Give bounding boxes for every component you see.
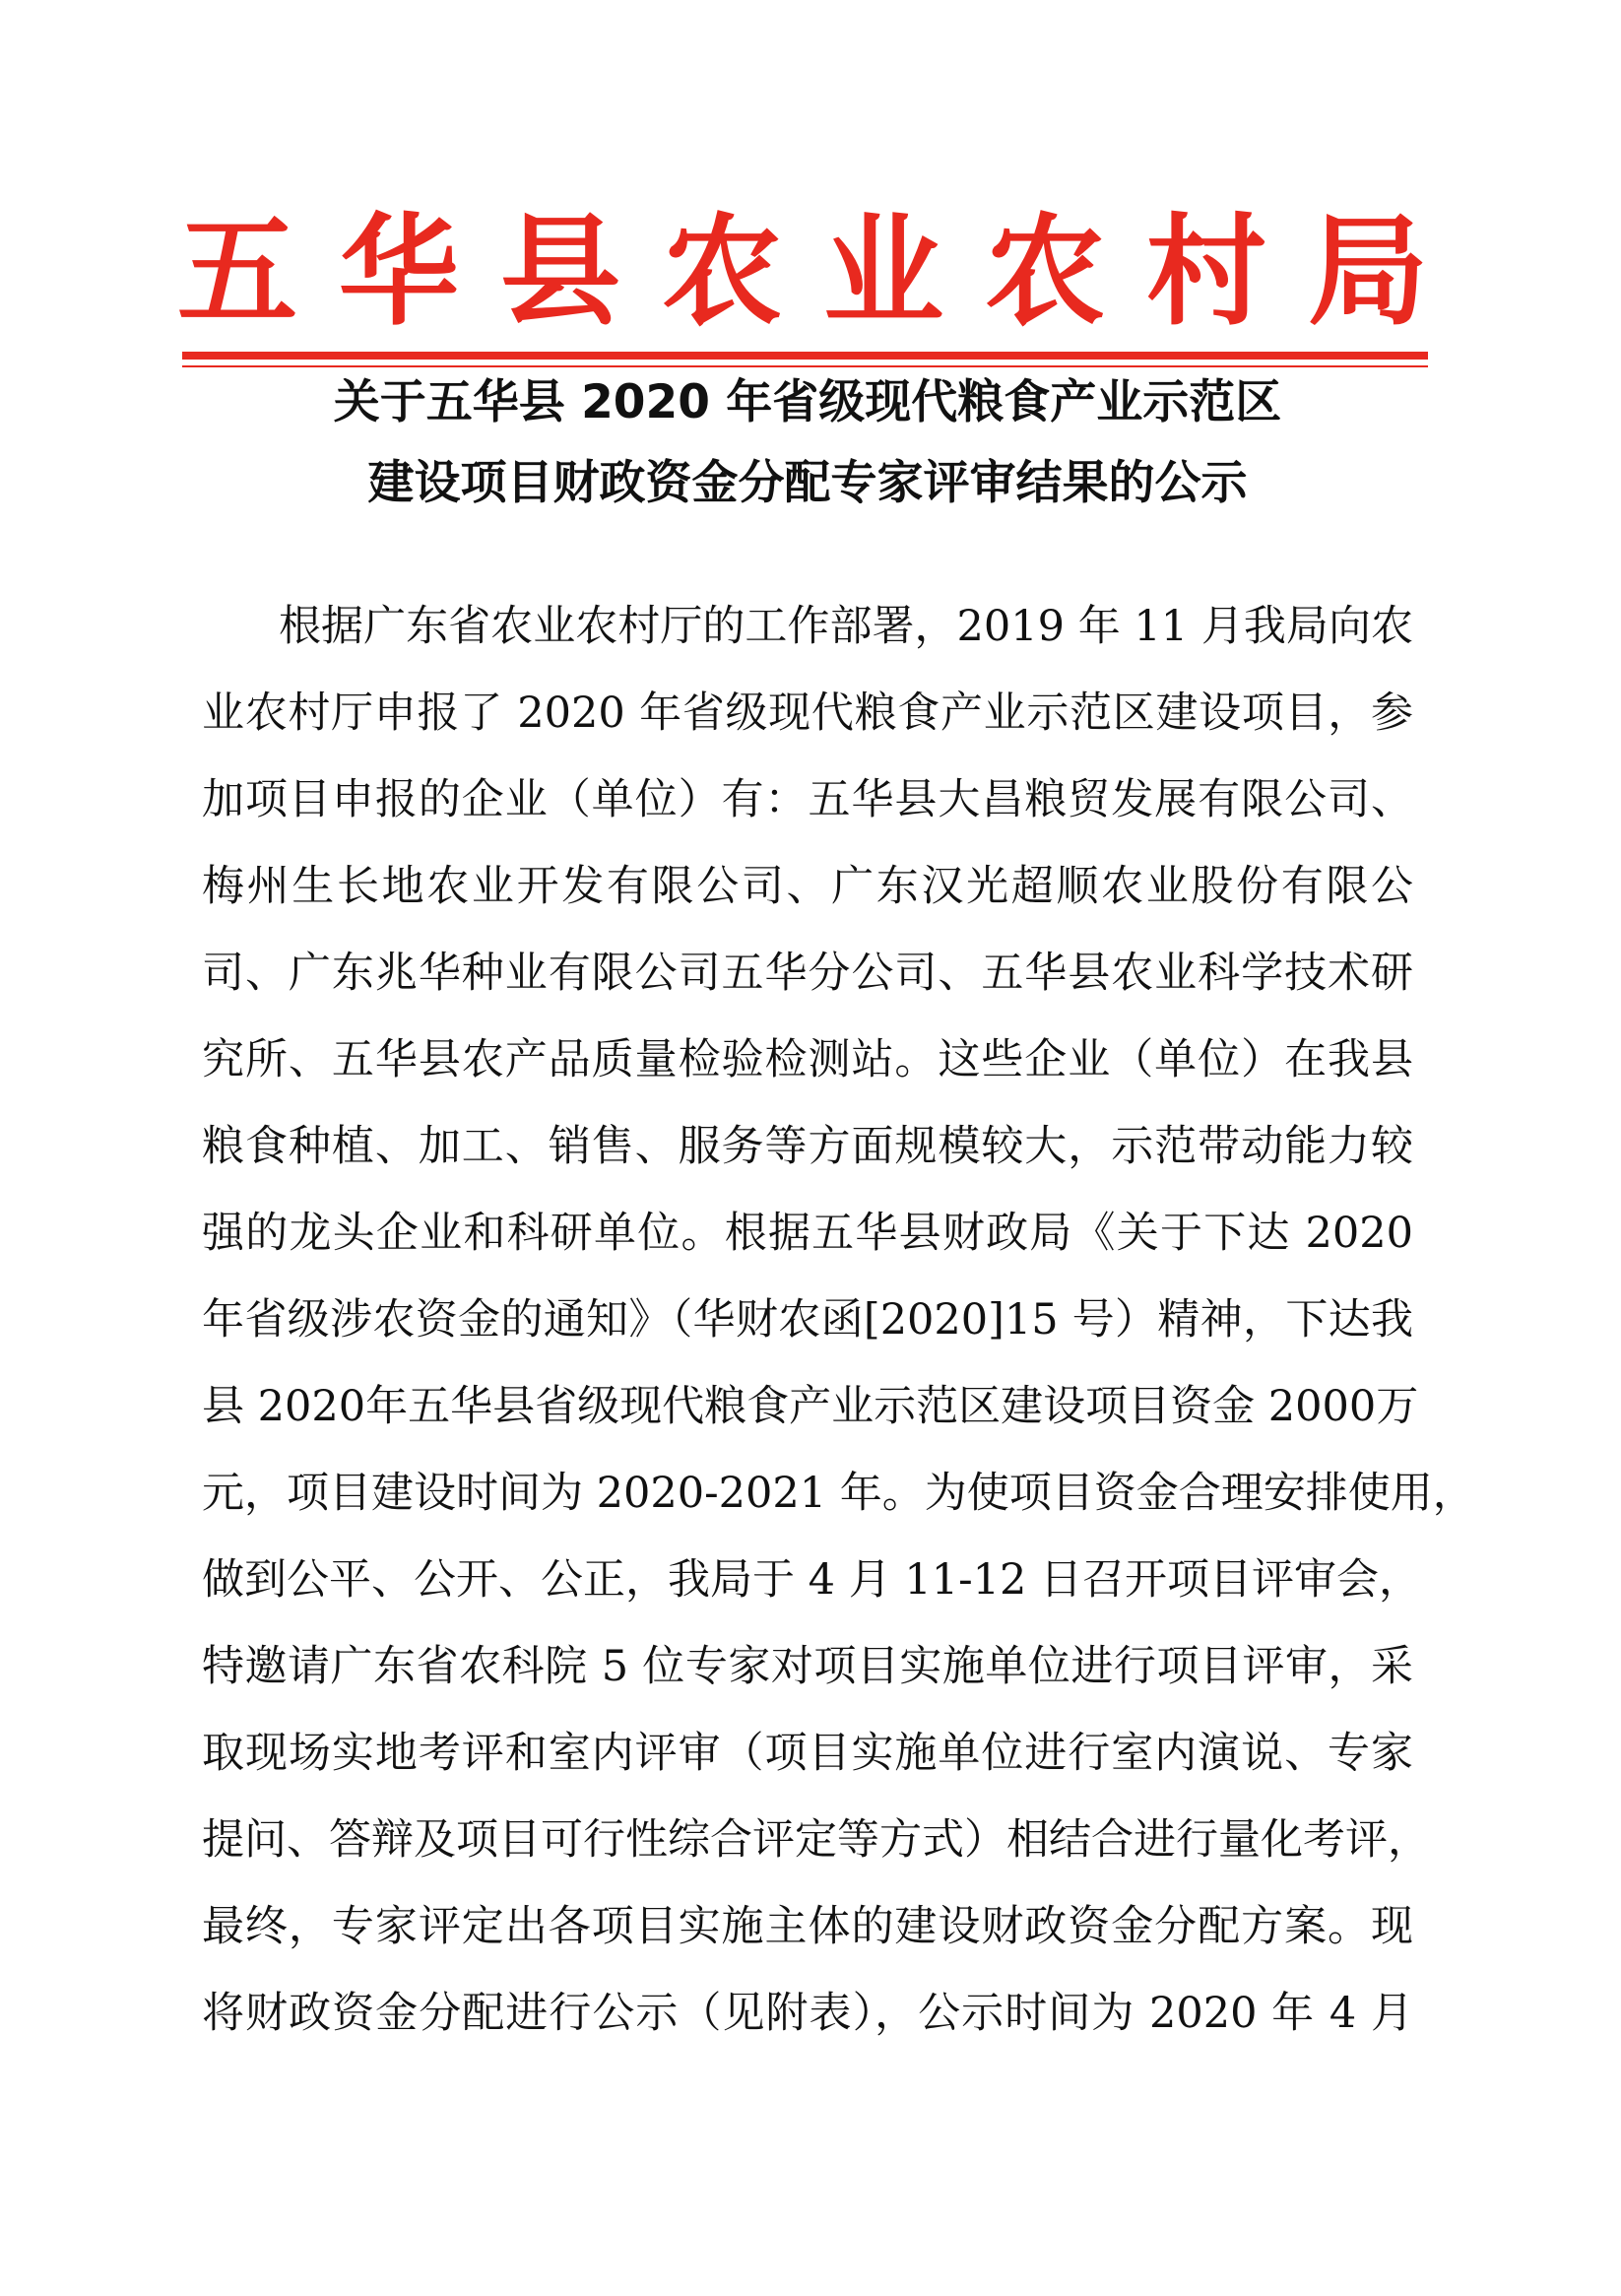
body-line: 加项目申报的企业（单位）有：五华县大昌粮贸发展有限公司、 [202,775,1413,824]
body-line: 县 2020年五华县省级现代粮食产业示范区建设项目资金 2000万 [202,1382,1419,1431]
org-letterhead: 五华县农业农村局 [177,200,1469,342]
letterhead-rule-thin [182,365,1428,367]
body-line: 业农村厅申报了 2020 年省级现代粮食产业示范区建设项目，参 [202,689,1413,738]
body-line: 最终，专家评定出各项目实施主体的建设财政资金分配方案。现 [202,1902,1413,1951]
body-line: 究所、五华县农产品质量检验检测站。这些企业（单位）在我县 [202,1035,1413,1084]
letterhead-rule-thick [182,352,1428,360]
body-line: 将财政资金分配进行公示（见附表），公示时间为 2020 年 4 月 [202,1989,1413,2038]
body-line: 梅州生长地农业开发有限公司、广东汉光超顺农业股份有限公 [202,862,1413,911]
document-title-line-1: 关于五华县 2020 年省级现代粮食产业示范区 [333,375,1282,429]
body-line: 司、广东兆华种业有限公司五华分公司、五华县农业科学技术研 [202,949,1413,998]
document-title-line-2: 建设项目财政资金分配专家评审结果的公示 [367,456,1248,510]
body-line: 根据广东省农业农村厅的工作部署，2019 年 11 月我局向农 [279,602,1413,651]
body-line: 强的龙头企业和科研单位。根据五华县财政局《关于下达 2020 [202,1209,1413,1258]
document-body [202,583,1475,2057]
body-line: 元，项目建设时间为 2020-2021 年。为使项目资金合理安排使用， [202,1469,1475,1518]
body-line: 做到公平、公开、公正，我局于 4 月 11-12 日召开项目评审会， [202,1555,1421,1605]
body-line: 粮食种植、加工、销售、服务等方面规模较大，示范带动能力较 [202,1122,1413,1171]
body-line: 提问、答辩及项目可行性综合评定等方式）相结合进行量化考评， [202,1815,1430,1865]
body-line: 取现场实地考评和室内评审（项目实施单位进行室内演说、专家 [202,1729,1413,1778]
body-line: 特邀请广东省农科院 5 位专家对项目实施单位进行项目评审，采 [202,1642,1413,1691]
body-line: 年省级涉农资金的通知》（华财农函[2020]15 号）精神，下达我 [202,1295,1413,1345]
